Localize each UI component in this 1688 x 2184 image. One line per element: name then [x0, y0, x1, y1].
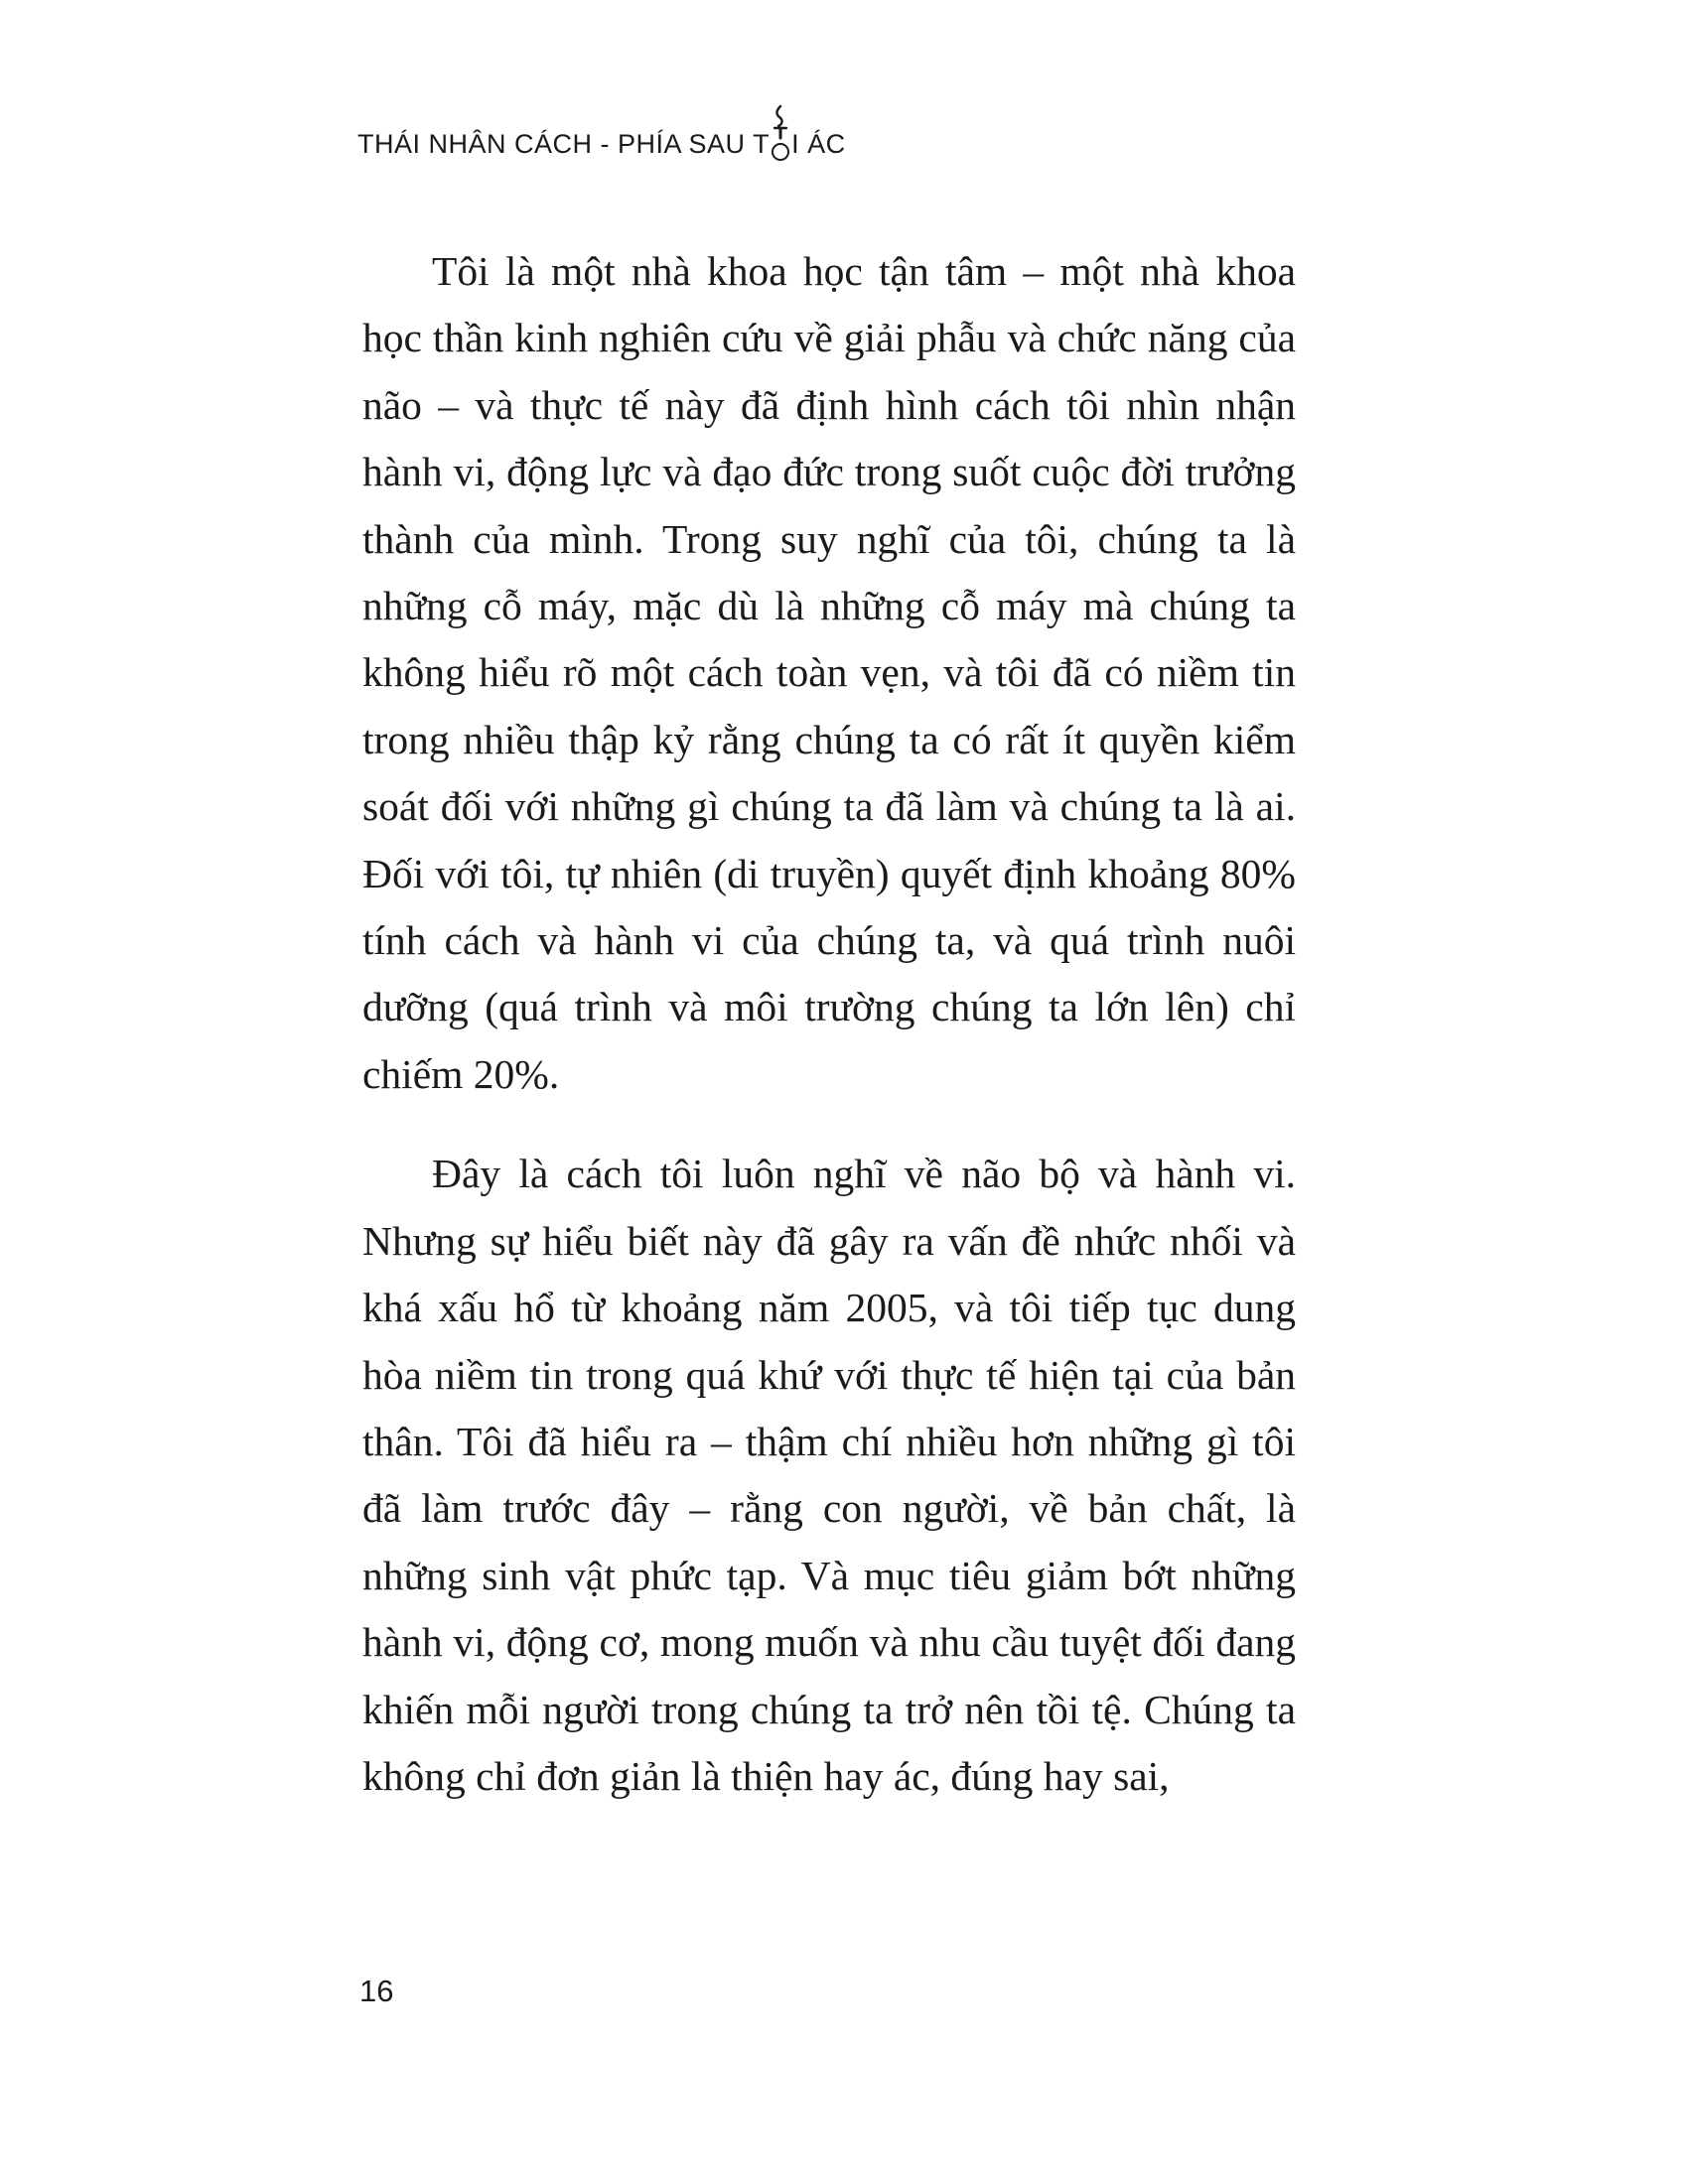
- running-head-text-end: I ÁC: [791, 129, 846, 159]
- paragraph-2: Đây là cách tôi luôn nghĩ về não bộ và hành vi. Nhưng sự hiểu biết này đã gây ra vấn đề nhức nhối và khá xấu hổ từ khoảng năm 2005, và tôi tiếp tục dung hòa niềm tin trong quá khứ với thực tế hiện tại của bản thân. Tôi đã hiểu ra – thậm chí nhiều hơn những gì tôi đã làm trước đây – rằng con người, về bản chất, là những sinh vật phức tạp. Và mục tiêu giảm bớt những hành vi, động cơ, mong muốn và nhu cầu tuyệt đối đang khiến mỗi người trong chúng ta trở nên tồi tệ. Chúng ta không chỉ đơn giản là thiện hay ác, đúng hay sai,: [362, 1151, 1296, 1799]
- running-head-text-start: THÁI NHÂN CÁCH - PHÍA SAU T: [357, 129, 771, 159]
- paragraph-1: Tôi là một nhà khoa học tận tâm – một nhà khoa học thần kinh nghiên cứu về giải phẫu và chức năng của não – và thực tế này đã định hình cách tôi nhìn nhận hành vi, động lực và đạo đức trong suốt cuộc đời trưởng thành của mình. Trong suy nghĩ của tôi, chúng ta là những cỗ máy, mặc dù là những cỗ máy mà chúng ta không hiểu rõ một cách toàn vẹn, và tôi đã có niềm tin trong nhiều thập kỷ rằng chúng ta có rất ít quyền kiểm soát đối với những gì chúng ta đã làm và chúng ta là ai. Đối với tôi, tự nhiên (di truyền) quyết định khoảng 80% tính cách và hành vi của chúng ta, và quá trình nuôi dưỡng (quá trình và môi trường chúng ta lớn lên) chỉ chiếm 20%.: [362, 248, 1296, 1097]
- body-text: [362, 238, 1296, 1810]
- running-head: [357, 129, 846, 160]
- page-number: 16: [359, 1974, 394, 2008]
- knife-and-ring-icon: [771, 138, 790, 158]
